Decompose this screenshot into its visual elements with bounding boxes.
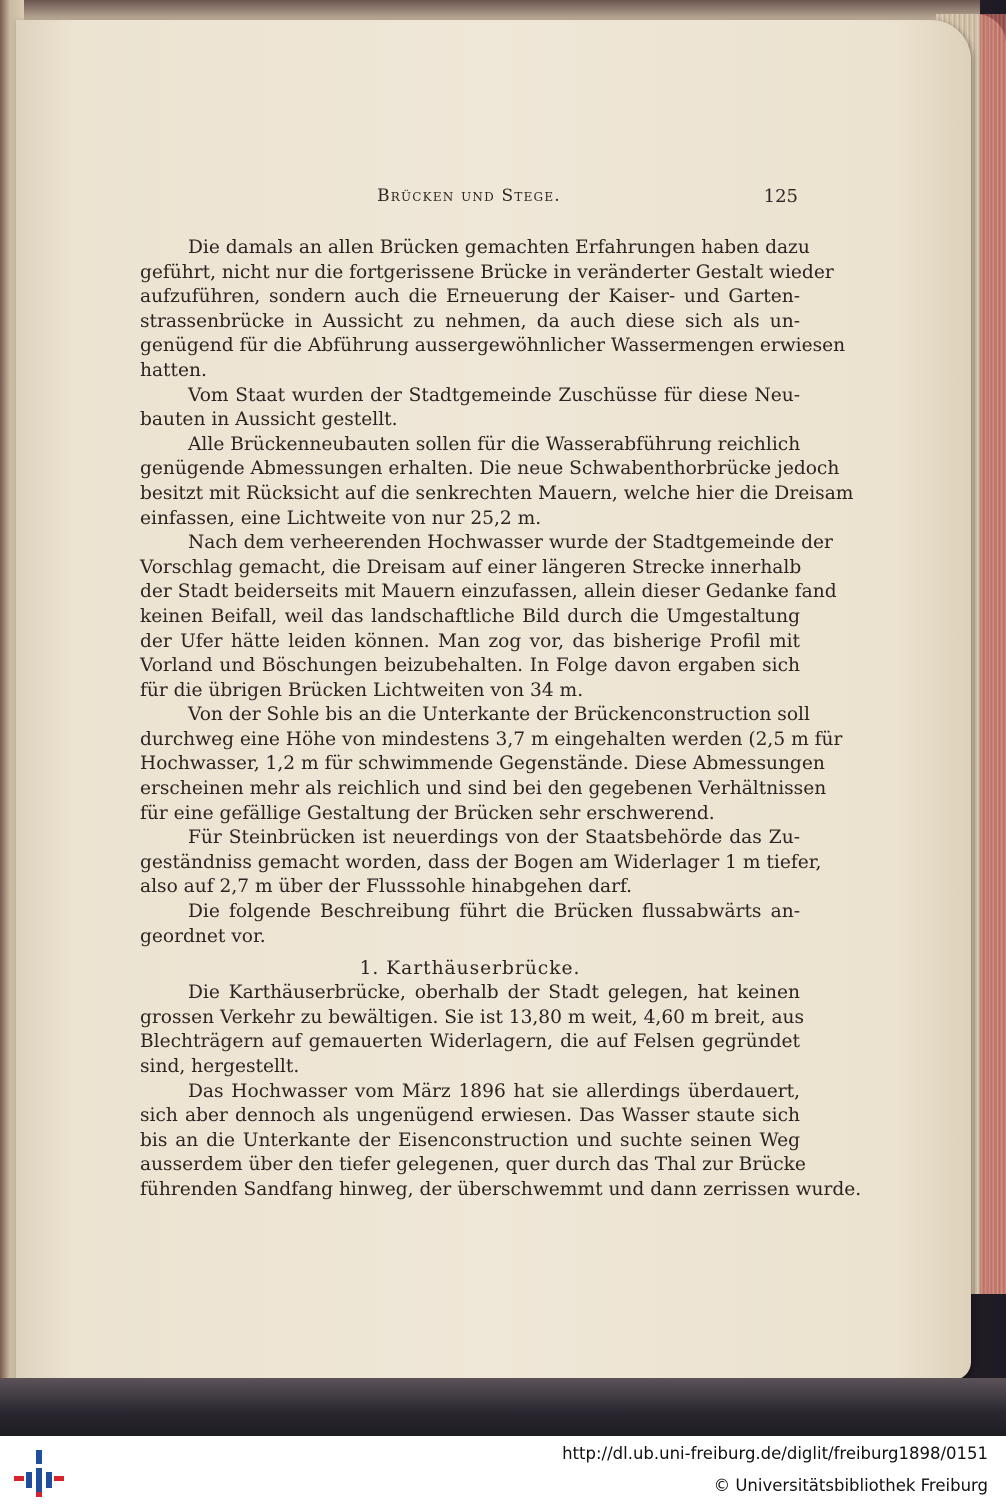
text-line: sind, hergestellt. (140, 1056, 300, 1077)
text-line: grossen Verkehr zu bewältigen. Sie ist 13,80 m weit, 4,60 m breit, aus (140, 1006, 805, 1028)
ub-freiburg-logo-icon[interactable] (14, 1446, 66, 1498)
text-line: bauten in Aussicht gestellt. (140, 409, 398, 431)
text-line: Vom Staat wurden der Stadtgemeinde Zuschüsse für diese Neu- (188, 384, 800, 406)
text-line: führenden Sandfang hinweg, der überschwemmt und dann zerrissen wurde. (140, 1178, 862, 1200)
text-line: geordnet vor. (140, 925, 266, 947)
text-line: sich aber dennoch als ungenügend erwiesen. Das Wasser staute sich (140, 1105, 800, 1127)
page-top-edge (20, 0, 980, 22)
text-line: besitzt mit Rücksicht auf die senkrechten Mauern, welche hier die Dreisam (140, 482, 854, 504)
text-line: Nach dem verheerenden Hochwasser wurde der Stadtgemeinde der (188, 532, 833, 554)
text-line: strassenbrücke in Aussicht zu nehmen, da auch diese sich als un- (140, 310, 800, 332)
footer-bar (0, 1436, 1006, 1509)
text-line: geständniss gemacht worden, dass der Bogen am Widerlager 1 m tiefer, (140, 851, 822, 873)
text-line: Von der Sohle bis an die Unterkante der Brückenconstruction soll (188, 704, 810, 726)
source-url-link[interactable]: http://dl.ub.uni-freiburg.de/diglit/freiburg1898/0151 (562, 1444, 988, 1463)
paragraph (140, 531, 837, 703)
text-line: erscheinen mehr als reichlich und sind bei den gegebenen Verhältnissen (140, 778, 827, 800)
text-line: Die folgende Beschreibung führt die Brücken flussabwärts an- (188, 901, 800, 923)
text-line: Für Steinbrücken ist neuerdings von der Staatsbehörde das Zu- (188, 827, 800, 849)
text-line: ausserdem über den tiefer gelegenen, quer durch das Thal zur Brücke (140, 1154, 806, 1176)
section-heading: 1. Karthäuserbrücke. (359, 958, 581, 980)
text-line: aufzuführen, sondern auch die Erneuerung der Kaiser- und Garten- (140, 286, 800, 308)
text-line: Hochwasser, 1,2 m für schwimmende Gegenstände. Diese Abmessungen (140, 753, 825, 775)
running-header (140, 186, 798, 216)
text-line: Die Karthäuserbrücke, oberhalb der Stadt gelegen, hat keinen (188, 982, 800, 1004)
text-line: für die übrigen Brücken Lichtweiten von 34 m. (140, 679, 584, 701)
paragraph (140, 703, 843, 826)
text-line: genügend für die Abführung aussergewöhnlicher Wassermengen erwiesen (140, 335, 846, 357)
text-line: keinen Beifall, weil das landschaftliche Bild durch die Umgestaltung (140, 605, 800, 627)
text-line: durchweg eine Höhe von mindestens 3,7 m eingehalten werden (2,5 m für (140, 728, 843, 750)
text-line: der Ufer hätte leiden können. Man zog vor, das bisherige Profil mit (140, 630, 800, 652)
paragraph (140, 826, 822, 900)
text-line: hatten. (140, 359, 207, 381)
text-line: also auf 2,7 m über der Flusssohle hinabgehen darf. (140, 876, 633, 898)
text-line: geführt, nicht nur die fortgerissene Brücke in veränderter Gestalt wieder (140, 261, 834, 283)
paragraph (140, 981, 805, 1079)
page-number: 125 (763, 186, 798, 207)
text-line: genügende Abmessungen erhalten. Die neue Schwabenthorbrücke jedoch (140, 458, 840, 480)
text-line: einfassen, eine Lichtweite von nur 25,2 m. (140, 507, 542, 529)
page-bottom-shadow (0, 1378, 1006, 1436)
paragraph (140, 433, 854, 531)
copyright-text: © Universitätsbibliothek Freiburg (713, 1476, 988, 1495)
text-line: für eine gefällige Gestaltung der Brücken sehr erschwerend. (140, 802, 715, 824)
paragraph (140, 900, 800, 949)
paragraph (140, 384, 800, 433)
text-line: Das Hochwasser vom März 1896 hat sie allerdings überdauert, (188, 1080, 800, 1102)
text-line: Vorschlag gemacht, die Dreisam auf einer längeren Strecke innerhalb (140, 556, 802, 578)
text-line: Die damals an allen Brücken gemachten Erfahrungen haben dazu (188, 237, 810, 258)
paragraph (140, 1080, 862, 1203)
body-text (140, 236, 862, 1203)
text-line: der Stadt beiderseits mit Mauern einzufassen, allein dieser Gedanke fand (140, 581, 837, 603)
text-line: bis an die Unterkante der Eisenconstruction und suchte seinen Weg (140, 1129, 800, 1151)
running-title: Brücken und Stege. (377, 186, 561, 206)
paragraph (140, 236, 846, 384)
text-line: Alle Brückenneubauten sollen für die Wasserabführung reichlich (188, 433, 801, 455)
text-line: Vorland und Böschungen beizubehalten. In Folge davon ergaben sich (140, 655, 800, 677)
text-line: Blechträgern auf gemauerten Widerlagern, die auf Felsen gegründet (140, 1031, 800, 1053)
